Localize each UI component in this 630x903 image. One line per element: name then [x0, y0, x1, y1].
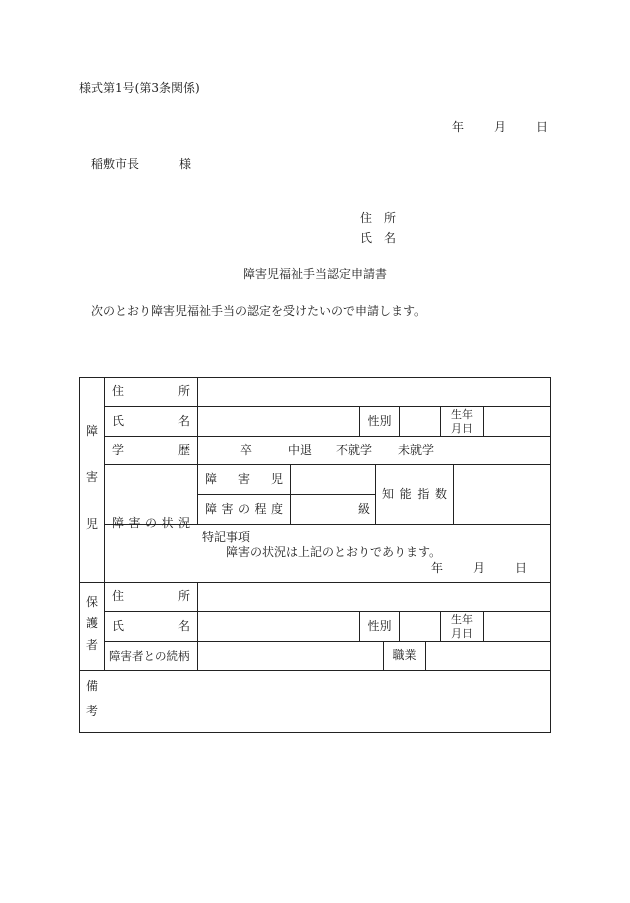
occupation-field[interactable] — [426, 642, 550, 670]
child-birth-field[interactable] — [484, 407, 550, 436]
education-options — [198, 437, 550, 464]
disability-status-label: 障 害 の 状 況 — [112, 515, 190, 530]
child-name-field[interactable] — [198, 407, 359, 436]
date-month-label: 月 — [494, 120, 507, 134]
addressee-name: 稲敷市長 — [91, 157, 140, 171]
application-date — [452, 121, 548, 133]
applicant-address-label: 住 所 — [360, 211, 397, 225]
applicant-name-label: 氏 名 — [360, 231, 397, 245]
guardian-address-label: 住 所 — [112, 589, 190, 604]
child-address-field[interactable] — [198, 378, 550, 406]
guardian-sex-field[interactable] — [400, 612, 440, 641]
education-label: 学 歴 — [112, 442, 190, 457]
education-option-dropout[interactable]: 中退 — [288, 442, 313, 457]
grade-unit: 級 — [357, 501, 370, 516]
guardian-address-field[interactable] — [198, 583, 550, 611]
remarks-section-label: 備 考 — [85, 678, 98, 718]
child-sex-label: 性別 — [367, 413, 392, 428]
date-year-label: 年 — [452, 120, 465, 134]
special-notes-text: 障害の状況は上記のとおりであります。 — [226, 545, 442, 559]
iq-label: 知 能 指 数 — [382, 486, 447, 501]
disability-grade-field[interactable] — [291, 495, 375, 524]
addressee-honorific: 様 — [179, 157, 192, 171]
guardian-section-label: 保 護 者 — [85, 594, 98, 652]
education-option-graduated[interactable]: 卒 — [240, 442, 253, 457]
disabled-child-field[interactable] — [291, 465, 375, 494]
child-name-label: 氏 名 — [112, 413, 190, 428]
special-notes-title: 特記事項 — [202, 530, 251, 544]
iq-field[interactable] — [454, 465, 550, 524]
disability-degree-label: 障 害 の 程 度 — [205, 501, 283, 516]
notes-date: 年 月 日 — [431, 561, 528, 575]
form-number: 様式第1号(第3条関係) — [79, 81, 200, 95]
document-title: 障害児福祉手当認定申請書 — [242, 267, 387, 281]
addressee — [91, 158, 191, 170]
application-statement: 次のとおり障害児福祉手当の認定を受けたいので申請します。 — [91, 304, 427, 318]
date-day-label: 日 — [536, 120, 549, 134]
child-sex-field[interactable] — [400, 407, 440, 436]
relation-field[interactable] — [198, 642, 383, 670]
child-birth-label: 生年 月日 — [451, 407, 473, 435]
guardian-name-label: 氏 名 — [112, 618, 190, 633]
disabled-child-label: 障 害 児 — [205, 471, 283, 486]
guardian-sex-label: 性別 — [367, 618, 392, 633]
guardian-name-field[interactable] — [198, 612, 359, 641]
remarks-field[interactable] — [105, 671, 550, 732]
education-option-not-enrolled[interactable]: 不就学 — [336, 442, 373, 457]
relation-label: 障害者との続柄 — [109, 648, 190, 663]
child-section-label: 障 害 児 — [85, 423, 98, 531]
education-option-preschool[interactable]: 未就学 — [398, 442, 435, 457]
application-table — [79, 377, 551, 733]
guardian-birth-field[interactable] — [484, 612, 550, 641]
occupation-label: 職業 — [392, 648, 417, 663]
guardian-birth-label: 生年 月日 — [451, 612, 473, 640]
child-address-label: 住 所 — [112, 384, 190, 399]
